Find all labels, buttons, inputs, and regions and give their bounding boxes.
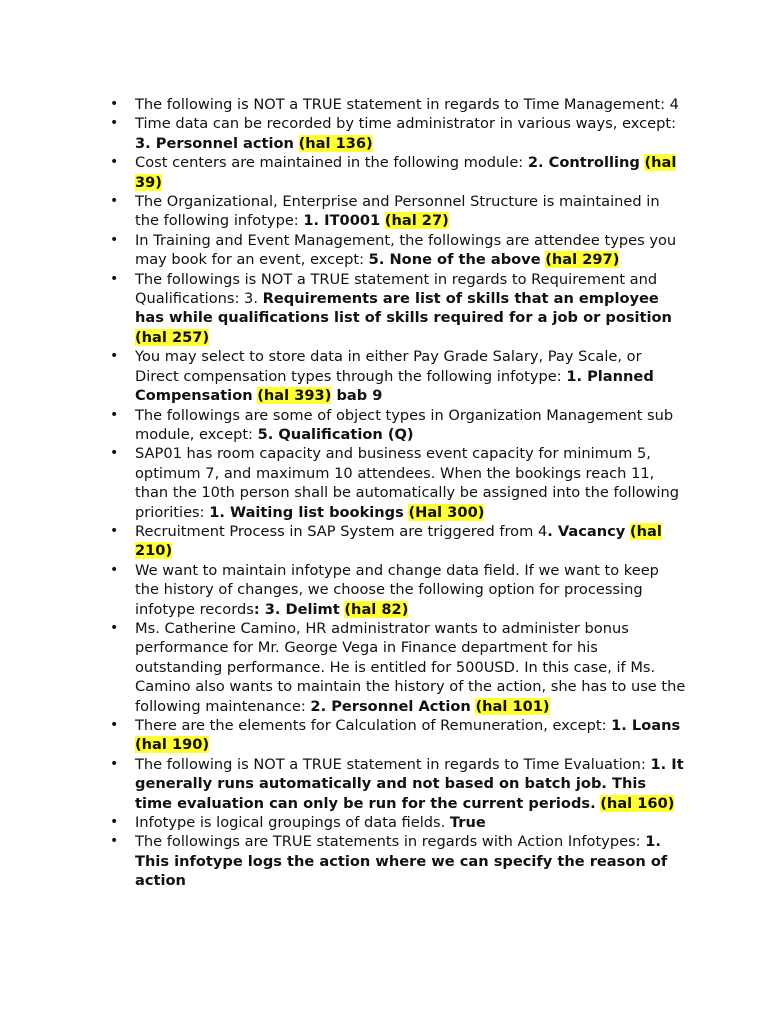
bullet-icon: • bbox=[110, 348, 119, 365]
question-item bbox=[110, 114, 686, 153]
question-item bbox=[110, 192, 686, 231]
answer-text: 1. Loans bbox=[611, 717, 681, 734]
answer-text: 1. Planned Compensation bbox=[135, 367, 654, 405]
question-item bbox=[110, 270, 686, 348]
page-reference-highlight: (hal 393) bbox=[257, 387, 332, 405]
answer-text: 2. Controlling bbox=[527, 154, 640, 172]
question-item bbox=[110, 832, 686, 890]
bullet-icon: • bbox=[110, 717, 119, 733]
question-text: There are the elements for Calculation of Remuneration, except: bbox=[135, 717, 612, 734]
page-reference-highlight: (Hal 300) bbox=[408, 503, 485, 521]
page-reference-highlight: (hal 82) bbox=[344, 600, 409, 618]
answer-text: : 3. Delimt bbox=[253, 600, 340, 618]
question-item bbox=[110, 347, 686, 405]
question-item bbox=[110, 231, 686, 270]
page-reference-highlight: (hal 39) bbox=[135, 154, 677, 191]
bullet-icon: • bbox=[110, 445, 119, 462]
question-item bbox=[110, 95, 686, 114]
question-text: Infotype is logical groupings of data fields. bbox=[135, 814, 450, 832]
bullet-icon: • bbox=[110, 193, 119, 210]
question-text: Cost centers are maintained in the following module: bbox=[135, 154, 528, 172]
question-text: You may select to store data in either Pay Grade Salary, Pay Scale, or Direct compensation types through the following infotype: bbox=[135, 348, 642, 385]
question-item bbox=[110, 755, 686, 813]
question-text: Recruitment Process in SAP System are triggered from 4 bbox=[135, 522, 548, 540]
answer-text: 5. None of the above bbox=[368, 251, 541, 269]
answer-text: 3. Personnel action bbox=[135, 134, 294, 152]
bullet-icon: • bbox=[110, 833, 119, 850]
page-reference-highlight: (hal 160) bbox=[600, 794, 675, 812]
question-item bbox=[110, 406, 686, 445]
question-text: In Training and Event Management, the followings are attendee types you may book for an event, except: bbox=[135, 231, 677, 269]
answer-text: 1. Waiting list bookings bbox=[209, 503, 404, 521]
question-text: Time data can be recorded by time administrator in various ways, except: bbox=[135, 115, 676, 133]
question-text: The following is NOT a TRUE statement in regards to Time Management: 4 bbox=[135, 96, 679, 113]
question-text: The followings is NOT a TRUE statement in regards to Requirement and Qualifications: 3. bbox=[135, 270, 658, 308]
question-text: The following is NOT a TRUE statement in regards to Time Evaluation: bbox=[135, 755, 651, 773]
answer-suffix: bab 9 bbox=[331, 387, 383, 405]
answer-text: 1. IT0001 bbox=[303, 212, 381, 230]
bullet-icon: • bbox=[110, 270, 119, 287]
bullet-icon: • bbox=[110, 115, 119, 132]
page-reference-highlight: (hal 27) bbox=[384, 212, 449, 230]
question-item bbox=[110, 813, 686, 832]
bullet-icon: • bbox=[110, 154, 119, 171]
answer-text: Requirements are list of skills that an employee has while qualifications list of skills required for a job or position bbox=[135, 290, 672, 327]
page-reference-highlight: (hal 210) bbox=[135, 522, 662, 560]
page-reference-highlight: (hal 190) bbox=[135, 736, 210, 754]
question-item bbox=[110, 153, 686, 192]
answer-text: True bbox=[449, 814, 486, 832]
page-reference-highlight: (hal 136) bbox=[298, 134, 373, 152]
answer-text: 5. Qualification (Q) bbox=[257, 425, 414, 443]
answer-text: 1. This infotype logs the action where we can specify the reason of action bbox=[135, 833, 668, 890]
bullet-icon: • bbox=[110, 231, 119, 248]
bullet-icon: • bbox=[110, 522, 119, 539]
question-text: We want to maintain infotype and change data field. If we want to keep the history of changes, we choose the following option for processing infotype records bbox=[135, 561, 659, 618]
question-item bbox=[110, 561, 686, 619]
page-reference-highlight: (hal 257) bbox=[135, 328, 210, 346]
question-text: The Organizational, Enterprise and Personnel Structure is maintained in the following infotype: bbox=[135, 193, 660, 230]
question-item bbox=[110, 716, 686, 755]
question-text: Ms. Catherine Camino, HR administrator wants to administer bonus performance for Mr. George Vega in Finance department for his outstanding performance. He is entitled for 500USD. In this case, if Ms. Camino also wants to maintain the history of the action, she has to use the following maintenance: bbox=[135, 619, 686, 715]
bullet-icon: • bbox=[110, 96, 119, 112]
bullet-icon: • bbox=[110, 406, 119, 423]
answer-text: 1. It generally runs automatically and not based on batch job. This time evaluation can only be run for the current periods. bbox=[135, 755, 684, 812]
question-text: SAP01 has room capacity and business event capacity for minimum 5, optimum 7, and maximum 10 attendees. When the bookings reach 11, than the 10th person shall be automatically be assigned into the following priorities: bbox=[135, 445, 680, 521]
question-text: The followings are TRUE statements in regards with Action Infotypes: bbox=[135, 833, 646, 851]
bullet-icon: • bbox=[110, 619, 119, 636]
page-reference-highlight: (hal 101) bbox=[475, 697, 550, 715]
question-item bbox=[110, 619, 686, 716]
answer-text: . Vacancy bbox=[547, 522, 626, 540]
bullet-icon: • bbox=[110, 755, 119, 772]
page-reference-highlight: (hal 297) bbox=[545, 251, 620, 269]
question-text: The followings are some of object types in Organization Management sub module, except: bbox=[135, 406, 674, 443]
bullet-icon: • bbox=[110, 561, 119, 578]
question-list bbox=[110, 95, 686, 891]
answer-text: 2. Personnel Action bbox=[310, 697, 471, 715]
bullet-icon: • bbox=[110, 814, 119, 831]
question-item bbox=[110, 444, 686, 522]
question-item bbox=[110, 522, 686, 561]
